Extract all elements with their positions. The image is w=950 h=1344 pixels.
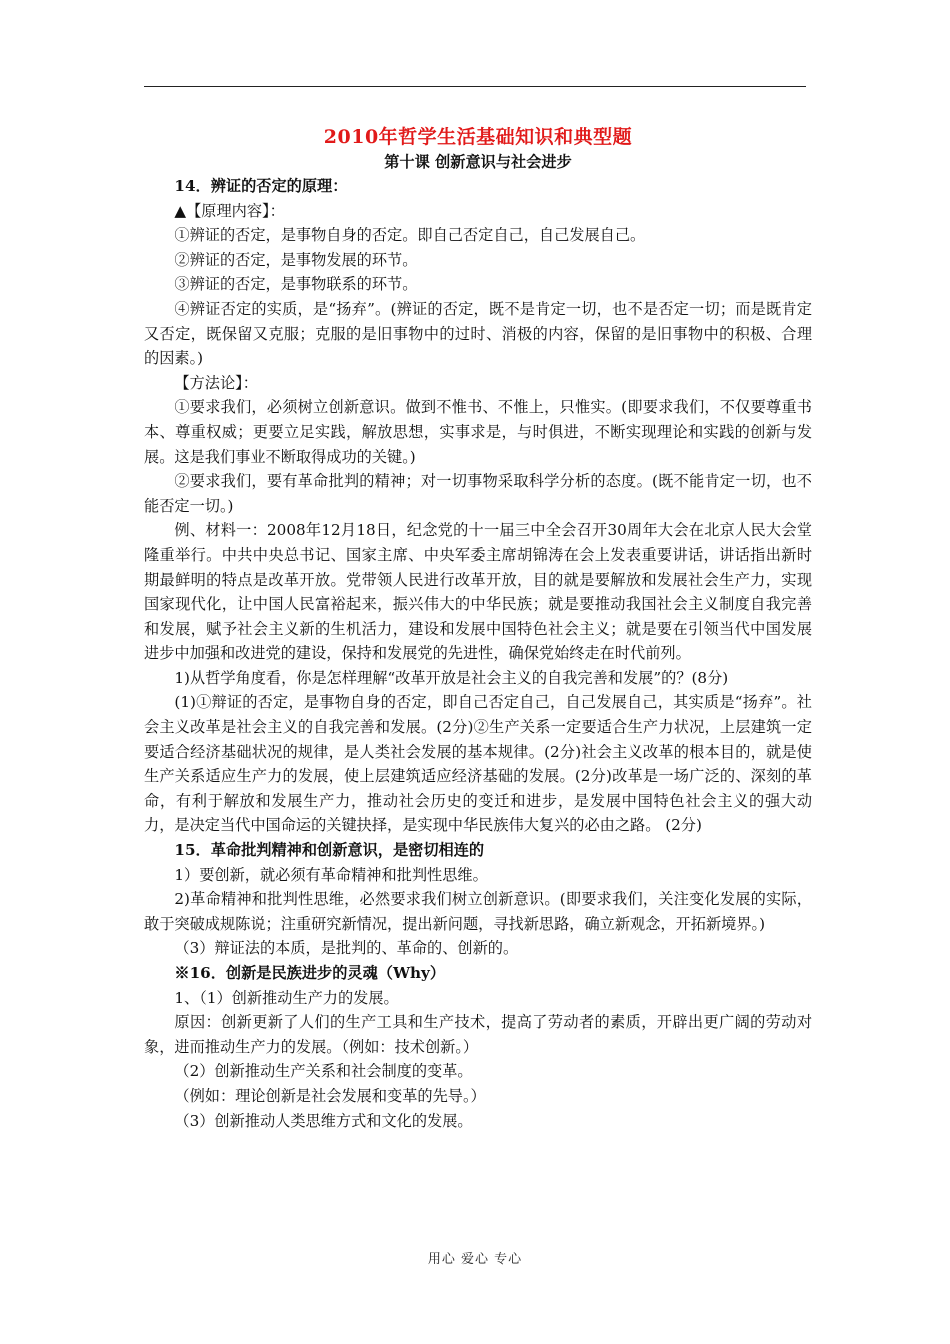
section-heading: ※16．创新是民族进步的灵魂（Why） bbox=[174, 964, 446, 982]
paragraph: ④辨证否定的实质，是“扬弃”。(辨证的否定，既不是肯定一切，也不是否定一切；而是既肯定又否定，既保留又克服；克服的是旧事物中的过时、消极的内容，保留的是旧事物中的积极、合理的因素。) bbox=[144, 299, 812, 368]
paragraph: 【方法论】： bbox=[174, 373, 258, 392]
paragraph: （2）创新推动生产关系和社会制度的变革。 bbox=[174, 1062, 473, 1081]
paragraph: 1）要创新，就必须有革命精神和批判性思维。 bbox=[174, 865, 488, 884]
document-title: 2010年哲学生活基础知识和典型题 bbox=[323, 126, 633, 148]
section-heading: 14．辨证的否定的原理： bbox=[174, 177, 348, 195]
paragraph-list bbox=[144, 174, 812, 1133]
paragraph: ▲【原理内容】： bbox=[174, 201, 285, 220]
page-footer: 用心 爱心 专心 bbox=[427, 1252, 523, 1267]
paragraph: (1)①辩证的否定，是事物自身的否定，即自己否定自己，自己发展自己，其实质是“扬弃”。社会主义改革是社会主义的自我完善和发展。(2分)②生产关系一定要适合生产力状况，上层建筑一定要适合经济基础状况的规律，是人类社会发展的基本规律。(2分)社会主义改革的根本目的，就是使生产关系适应生产力的发展，使上层建筑适应经济基础的发展。(2分)改革是一场广泛的、深刻的革命，有利于解放和发展生产力，推动社会历史的变迁和进步，是发展中国特色社会主义的强大动力，是决定当代中国命运的关键抉择，是实现中华民族伟大复兴的必由之路。 (2分) bbox=[144, 693, 812, 835]
paragraph: 1)从哲学角度看，你是怎样理解“改革开放是社会主义的自我完善和发展”的？(8分) bbox=[174, 668, 729, 687]
paragraph: （3）辩证法的本质，是批判的、革命的、创新的。 bbox=[174, 939, 519, 958]
paragraph: 原因：创新更新了人们的生产工具和生产技术，提高了劳动者的素质，开辟出更广阔的劳动对象，进而推动生产力的发展。（例如：技术创新。） bbox=[144, 1013, 812, 1056]
paragraph: ①辨证的否定，是事物自身的否定。即自己否定自己，自己发展自己。 bbox=[174, 226, 646, 245]
paragraph: （3）创新推动人类思维方式和文化的发展。 bbox=[174, 1111, 473, 1130]
paragraph: ③辨证的否定，是事物联系的环节。 bbox=[174, 275, 418, 294]
document-body bbox=[144, 124, 812, 1133]
document-subtitle: 第十课 创新意识与社会进步 bbox=[384, 153, 572, 171]
paragraph: ②要求我们，要有革命批判的精神；对一切事物采取科学分析的态度。(既不能肯定一切，也不能否定一切。) bbox=[144, 472, 812, 515]
paragraph: 2)革命精神和批判性思维，必然要求我们树立创新意识。(即要求我们，关注变化发展的实际，敢于突破成规陈说；注重研究新情况，提出新问题，寻找新思路，确立新观念，开拓新境界。) bbox=[144, 890, 812, 933]
paragraph: 1、（1）创新推动生产力的发展。 bbox=[174, 988, 399, 1007]
paragraph: ②辨证的否定，是事物发展的环节。 bbox=[174, 250, 418, 269]
paragraph: ①要求我们，必须树立创新意识。做到不惟书、不惟上，只惟实。(即要求我们，不仅要尊重书本、尊重权威；更要立足实践，解放思想，实事求是，与时俱进，不断实现理论和实践的创新与发展。这是我们事业不断取得成功的关键。) bbox=[144, 398, 812, 466]
paragraph: 例、材料一：2008年12月18日，纪念党的十一届三中全会召开30周年大会在北京人民大会堂隆重举行。中共中央总书记、国家主席、中央军委主席胡锦涛在会上发表重要讲话，讲话指出新时期最鲜明的特点是改革开放。党带领人民进行改革开放，目的就是要解放和发展社会生产力，实现国家现代化，让中国人民富裕起来，振兴伟大的中华民族；就是要推动我国社会主义制度自我完善和发展，赋予社会主义新的生机活力，建设和发展中国特色社会主义；就是要在引领当代中国发展进步中加强和改进党的建设，保持和发展党的先进性，确保党始终走在时代前列。 bbox=[144, 521, 812, 663]
paragraph: （例如：理论创新是社会发展和变革的先导。） bbox=[174, 1086, 486, 1105]
section-heading: 15．革命批判精神和创新意识，是密切相连的 bbox=[174, 841, 485, 860]
header-rule bbox=[144, 86, 806, 87]
